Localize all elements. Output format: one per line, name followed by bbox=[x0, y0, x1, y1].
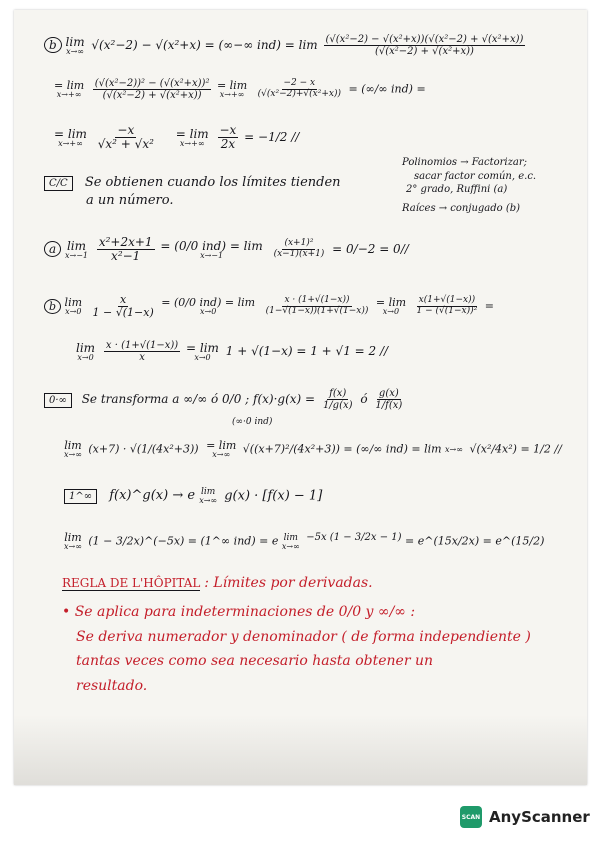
side-note: Polinomios → Factorizar; sacar factor común, e.c. 2° grado, Ruffini (a) Raíces → conjugado (b) bbox=[402, 157, 537, 214]
exercise-b2-line2: lim x→0 $\frac{x \cdot (1+√(1-x))}{x}$ = lim x→0 1 + √(1−x) = 1 + √1 = 2 // bbox=[76, 340, 389, 363]
exercise-b-line3: = lim x→+∞ $\frac{-x}{\text{√x² + √x²}}$ = lim x→+∞ $\frac{-x}{2x}$ = −1/2 // bbox=[54, 123, 300, 152]
scanned-notebook-page bbox=[14, 10, 587, 785]
zero-times-infinity-note: 0·∞ Se transforma a ∞/∞ ó 0/0 ; f(x)·g(x) = $\frac{f(x)}{1/g(x)}$ ó $\frac{g(x)}{1/f(x)}$ bbox=[44, 388, 406, 411]
exercise-b-line1: b lim x→∞ √(x²−2) − √(x²+x) = (∞−∞ ind) = lim $\frac{\text{(√(x²−2) − √(x²+x))(√(x²−2) + √(x²+x))}}{\text{(√(x²−2) + √(x²+x))}}$ bbox=[44, 34, 527, 57]
brand-name: AnyScanner bbox=[489, 808, 590, 826]
one-to-infinity-note: 1^∞ f(x)^g(x) → e lim x→∞ g(x) · [f(x) − 1] bbox=[64, 488, 322, 505]
constant-case-note: C/C Se obtienen cuando los límites tienden a un número. bbox=[44, 174, 341, 209]
exercise-b2-line1: b lim x→0 $\frac{x}{1 - √(1-x)}$ = (0/0 ind) = lim x→0 $\frac{x \cdot (1+√(1-x))}{(1-√(1-x))(1+√(1-x))}$ = lim x→0 $\frac{x(1+√(1-x))}{\text{1 − (√(1−x))²}}$ = bbox=[44, 294, 494, 319]
exercise-a: a lim x→−1 $\frac{\text{x²+2x+1}}{\text{x²−1}}$ = (0/0 ind) = lim x→−1 $\frac{\text{(x+1)²}}{(x-1)(x+1)}$ = 0/−2 = 0// bbox=[44, 236, 409, 263]
page-shadow bbox=[14, 715, 587, 785]
exercise-c: lim x→∞ (x+7) · √(1/(4x²+3)) = lim x→∞ √((x+7)²/(4x²+3)) = (∞/∞ ind) = lim x→∞ √(x²/4x²) = 1/2 // bbox=[64, 439, 562, 459]
lhopital-body: • Se aplica para indeterminaciones de 0/0 y ∞/∞ : Se deriva numerador y denominador ( de forma independiente ) tantas veces como sea necesario hasta obtener un resultado. bbox=[62, 604, 531, 694]
scan-icon: SCAN bbox=[460, 806, 482, 828]
lhopital-title: REGLA DE L'HÔPITAL : Límites por derivadas. bbox=[62, 575, 373, 591]
exercise-d: lim x→∞ (1 − 3/2x)^(−5x) = (1^∞ ind) = e lim x→∞ −5x (1 − 3/2x − 1) = e^(15x/2x) = e^(15/2) bbox=[64, 531, 545, 551]
exercise-b-line2: = lim x→+∞ $\frac{\text{(√(x²−2))² − (√(x²+x))²}}{\text{(√(x²−2) + √(x²+x))}}$ = lim x→+∞ $\frac{-2 - x}{\text{(√(x²−2)+√(x²+x))}}$ = (∞/∞ ind) = bbox=[54, 78, 426, 101]
anyscanner-watermark bbox=[460, 806, 590, 828]
exercise-c-annotation: (∞·0 ind) bbox=[232, 417, 273, 427]
